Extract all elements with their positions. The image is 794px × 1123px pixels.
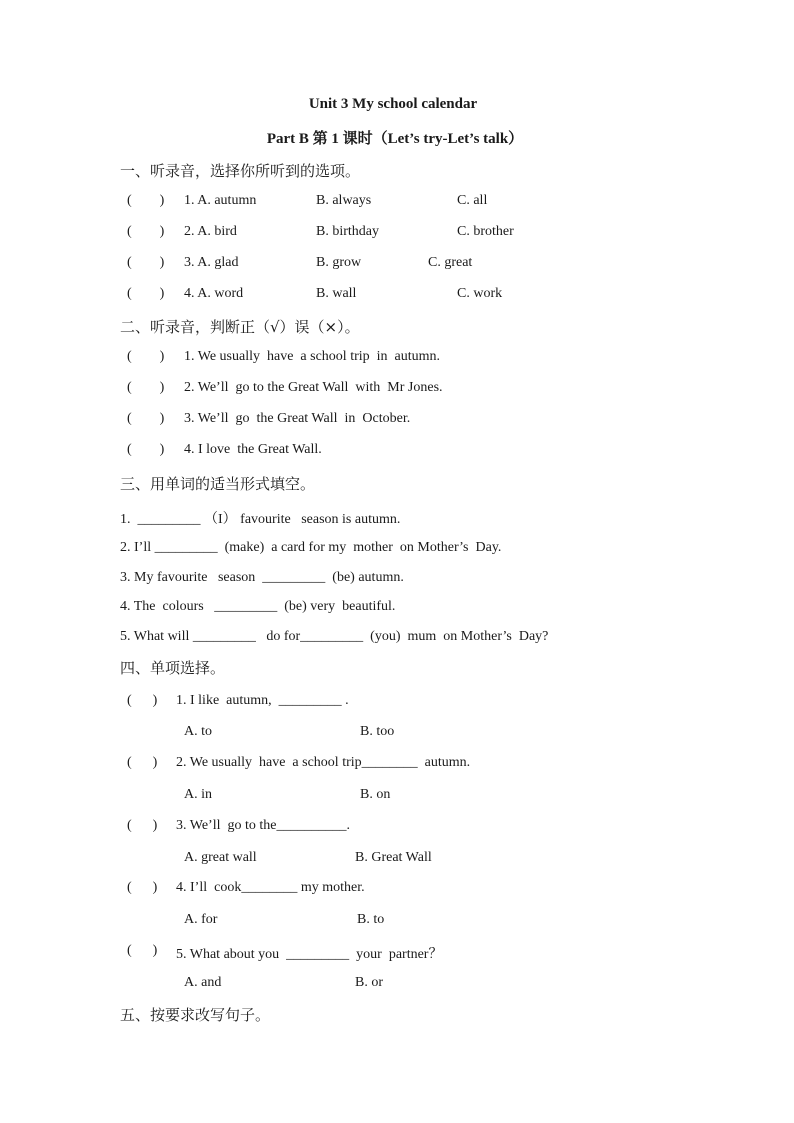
option-b: B. to [357,912,385,927]
choice-b: B. birthday [316,224,379,239]
answer-paren[interactable]: ( ) [127,349,165,364]
fill-blank-item[interactable]: 1. _________ （I） favourite season is autumn. [120,512,401,527]
answer-paren[interactable]: ( ) [127,755,158,770]
answer-paren[interactable]: ( ) [127,380,165,395]
option-a: A. great wall [184,850,257,865]
answer-paren[interactable]: ( ) [127,818,158,833]
option-b: B. or [355,975,383,990]
choice-a: 2. A. bird [184,224,237,239]
option-a: A. for [184,912,218,927]
question: 2. We usually have a school trip________ autumn. [176,755,471,770]
answer-paren[interactable]: ( ) [127,286,165,301]
answer-paren[interactable]: ( ) [127,411,165,426]
choice-c: C. great [428,255,473,270]
statement: 3. We’ll go the Great Wall in October. [184,411,411,426]
fill-blank-item[interactable]: 3. My favourite season _________ (be) autumn. [120,570,404,585]
option-a: A. in [184,787,212,802]
section-3-heading: 三、用单词的适当形式填空。 [120,475,316,493]
question: 4. I’ll cook________ my mother. [176,880,365,895]
answer-paren[interactable]: ( ) [127,224,165,239]
option-b: B. too [360,724,395,739]
choice-a: 4. A. word [184,286,244,301]
option-b: B. on [360,787,391,802]
answer-paren[interactable]: ( ) [127,693,158,708]
section-4-heading: 四、单项选择。 [120,659,226,677]
option-b: B. Great Wall [355,850,432,865]
fill-blank-item[interactable]: 2. I’ll _________ (make) a card for my mother on Mother’s Day. [120,540,502,555]
question: 3. We’ll go to the__________. [176,818,350,833]
page-subtitle: Part B 第 1 课时（Let’s try-Let’s talk） [266,131,524,147]
choice-b: B. wall [316,286,357,301]
statement: 4. I love the Great Wall. [184,442,322,457]
choice-b: B. always [316,193,372,208]
statement: 2. We’ll go to the Great Wall with Mr Jones. [184,380,443,395]
option-a: A. and [184,975,222,990]
statement: 1. We usually have a school trip in autumn. [184,349,441,364]
section-5-heading: 五、按要求改写句子。 [120,1006,271,1024]
fill-blank-item[interactable]: 5. What will _________ do for_________ (you) mum on Mother’s Day? [120,629,549,644]
answer-paren[interactable]: ( ) [127,442,165,457]
option-a: A. to [184,724,212,739]
answer-paren[interactable]: ( ) [127,193,165,208]
question: 5. What about you _________ your partner？ [176,947,443,962]
choice-c: C. work [457,286,503,301]
answer-paren[interactable]: ( ) [127,255,165,270]
choice-c: C. all [457,193,488,208]
choice-b: B. grow [316,255,362,270]
choice-c: C. brother [457,224,514,239]
section-1-heading: 一、听录音，选择你所听到的选项。 [120,162,361,180]
section-2-heading: 二、听录音，判断正（√）误（×）。 [120,318,360,336]
page-title: Unit 3 My school calendar [308,96,478,112]
answer-paren[interactable]: ( ) [127,943,158,958]
choice-a: 1. A. autumn [184,193,257,208]
choice-a: 3. A. glad [184,255,239,270]
question: 1. I like autumn, _________ . [176,693,349,708]
fill-blank-item[interactable]: 4. The colours _________ (be) very beautiful. [120,599,396,614]
answer-paren[interactable]: ( ) [127,880,158,895]
